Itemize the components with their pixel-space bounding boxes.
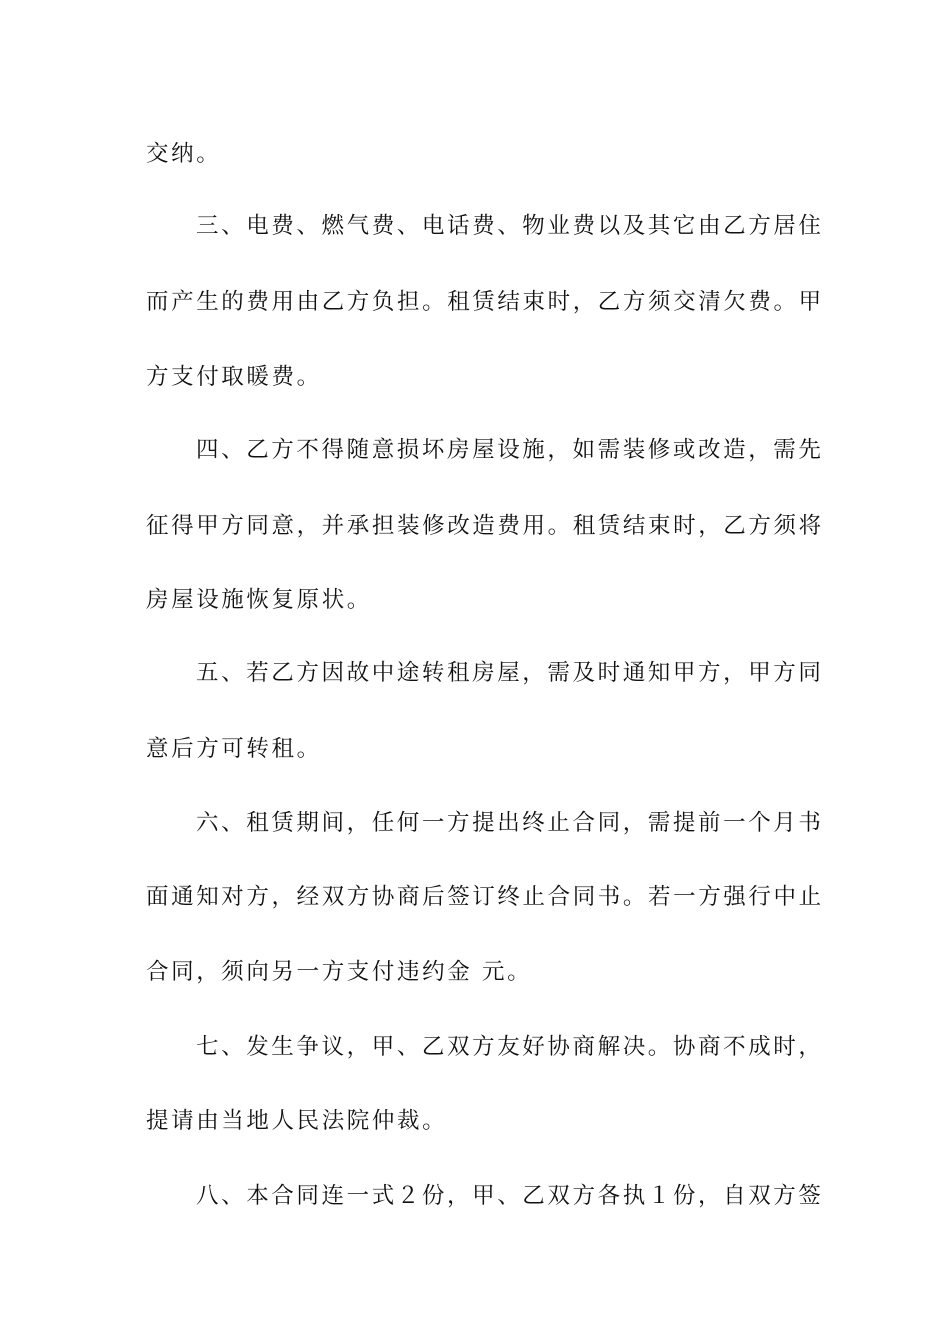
clause-6-line-2: 面通知对方，经双方协商后签订终止合同书。若一方强行中止 — [146, 884, 824, 910]
clause-5-line-2: 意后方可转租。 — [146, 736, 322, 762]
clause-4-line-3: 房屋设施恢复原状。 — [146, 587, 372, 613]
clause-8-line-1: 八、本合同连一式２份，甲、乙双方各执１份，自双方签 — [196, 1183, 824, 1209]
clause-3-line-2: 而产生的费用由乙方负担。租赁结束时，乙方须交清欠费。甲 — [146, 289, 824, 315]
clause-3-line-1: 三、电费、燃气费、电话费、物业费以及其它由乙方居住 — [196, 213, 824, 239]
clause-4-line-2: 征得甲方同意，并承担装修改造费用。租赁结束时，乙方须将 — [146, 513, 824, 539]
text-line: 交纳。 — [146, 141, 222, 167]
clause-5-line-1: 五、若乙方因故中途转租房屋，需及时通知甲方，甲方同 — [196, 660, 824, 686]
clause-7-line-1: 七、发生争议，甲、乙双方友好协商解决。协商不成时， — [196, 1034, 824, 1060]
clause-6-line-1: 六、租赁期间，任何一方提出终止合同，需提前一个月书 — [196, 810, 824, 836]
clause-3-line-3: 方支付取暖费。 — [146, 364, 322, 390]
clause-4-line-1: 四、乙方不得随意损坏房屋设施，如需装修或改造，需先 — [196, 437, 824, 463]
clause-6-line-3: 合同，须向另一方支付违约金 元。 — [146, 959, 533, 985]
clause-7-line-2: 提请由当地人民法院仲裁。 — [146, 1108, 448, 1134]
